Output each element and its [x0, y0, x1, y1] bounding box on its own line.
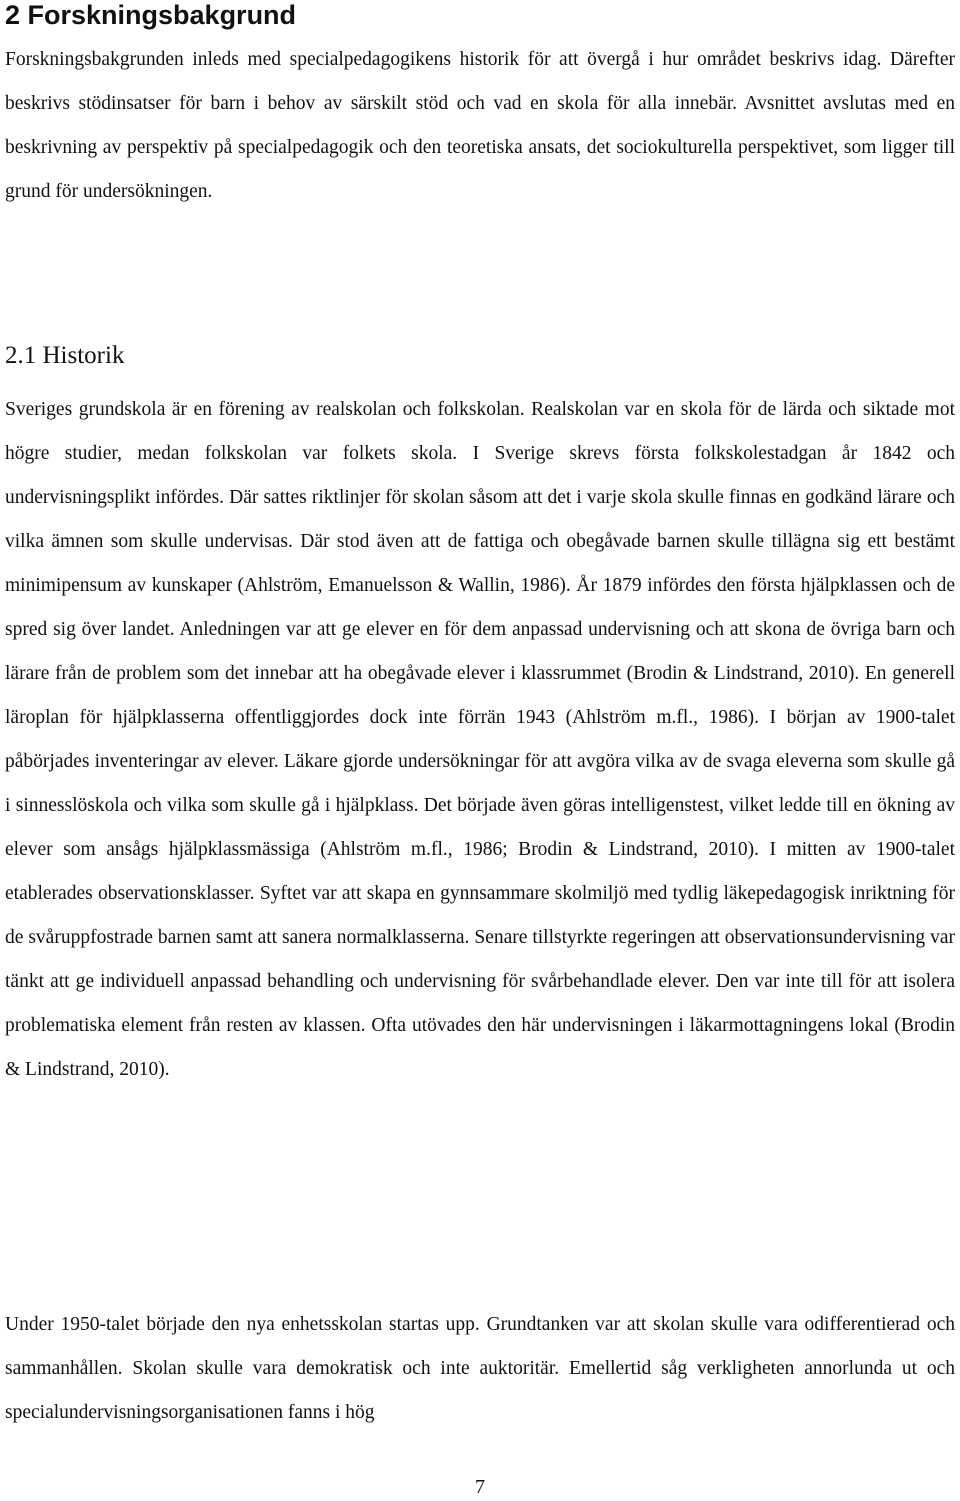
document-page	[5, 0, 955, 1423]
section-heading: 2 Forskningsbakgrund	[5, 0, 297, 30]
subsection-heading: 2.1 Historik	[5, 342, 125, 369]
intro-paragraph: Forskningsbakgrunden inleds med specialpedagogikens historik för att övergå i hur området beskrivs idag. Därefter beskrivs stödinsatser för barn i behov av särskilt stöd och vad en skola för alla innebär. Avsnittet avslutas med en beskrivning av perspektiv på specialpedagogik och den teoretiska ansats, det sociokulturella perspektivet, som ligger till grund för undersökningen.	[5, 49, 955, 202]
page-number: 7	[475, 1476, 485, 1498]
historik-paragraph: Sveriges grundskola är en förening av realskolan och folkskolan. Realskolan var en skola för de lärda och siktade mot högre studier, medan folkskolan var folkets skola. I Sverige skrevs första folkskolestadgan år 1842 och undervisningsplikt infördes. Där sattes riktlinjer för skolan såsom att det i varje skola skulle finnas en godkänd lärare och vilka ämnen som skulle undervisas. Där stod även att de fattiga och obegåvade barnen skulle tillägna sig ett bestämt minimipensum av kunskaper (Ahlström, Emanuelsson & Wallin, 1986). År 1879 infördes den första hjälpklassen och de spred sig över landet. Anledningen var att ge elever en för dem anpassad undervisning och att skona de övriga barn och lärare från de problem som det innebar att ha obegåvade elever i klassrummet (Brodin & Lindstrand, 2010). En generell läroplan för hjälpklasserna offentliggjordes dock inte förrän 1943 (Ahlström m.fl., 1986). I början av 1900-talet påbörjades inventeringar av elever. Läkare gjorde undersökningar för att avgöra vilka av de svaga eleverna som skulle gå i sinnesslöskola och vilka som skulle gå i hjälpklass. Det började även göras intelligenstest, vilket ledde till en ökning av elever som ansågs hjälpklassmässiga (Ahlström m.fl., 1986; Brodin & Lindstrand, 2010). I mitten av 1900-talet etablerades observationsklasser. Syftet var att skapa en gynnsammare skolmiljö med tydlig läkepedagogisk inriktning för de svåruppfostrade barnen samt att sanera normalklasserna. Senare tillstyrkte regeringen att observationsundervisning var tänkt att ge individuell anpassad behandling och undervisning för svårbehandlade elever. Den var inte till för att isolera problematiska element från resten av klassen. Ofta utövades den här undervisningen i läkarmottagningens lokal (Brodin & Lindstrand, 2010).	[5, 399, 955, 1080]
paragraph-1950: Under 1950-talet började den nya enhetsskolan startas upp. Grundtanken var att skolan skulle vara odifferentierad och sammanhållen. Skolan skulle vara demokratisk och inte auktoritär. Emellertid såg verkligheten annorlunda ut och specialundervisningsorganisationen fanns i hög	[5, 1314, 955, 1423]
